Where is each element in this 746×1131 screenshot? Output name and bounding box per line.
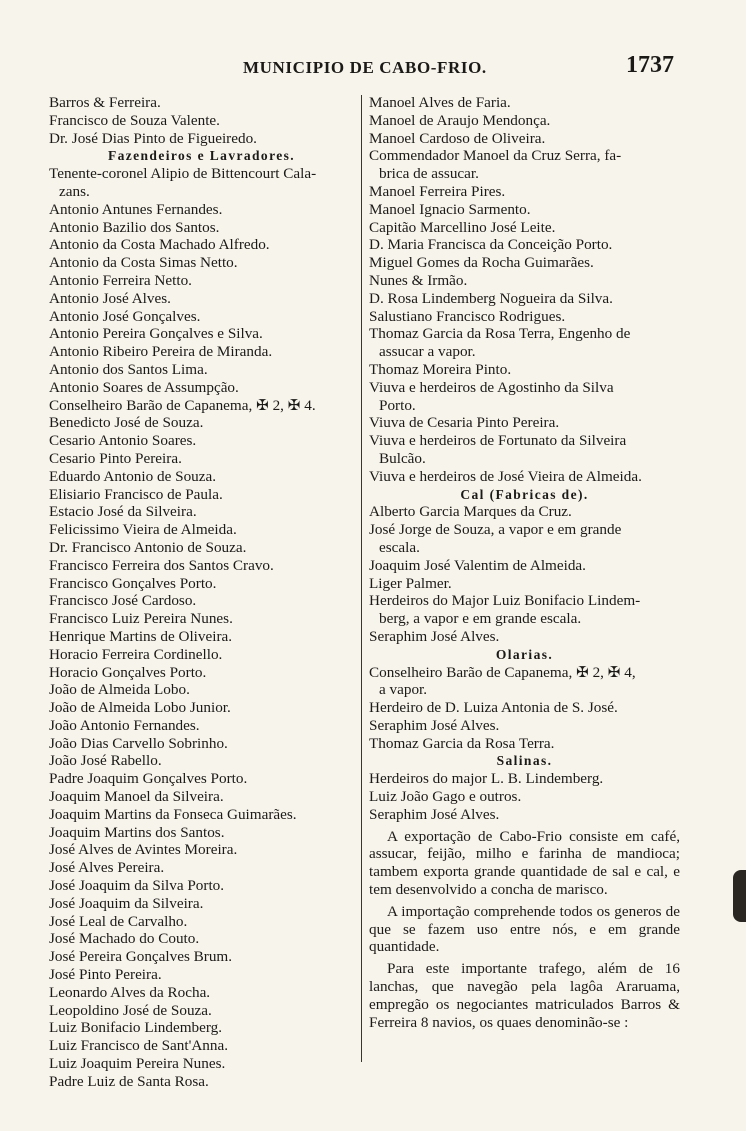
farmer-entry: Antonio José Alves. (49, 289, 171, 307)
farmer-entry: Manoel Alves de Faria. (369, 94, 511, 111)
farmer-entry: Joaquim Manoel da Silveira. (49, 788, 224, 806)
farmer-entry: Padre Joaquim Gonçalves Porto. (49, 770, 248, 788)
farmer-entry: Thomaz Moreira Pinto. (369, 360, 512, 378)
farmer-entry: Manoel Ignacio Sarmento. (369, 200, 531, 218)
farmer-entry: Francisco Luiz Pereira Nunes. (49, 610, 233, 628)
farmer-entry: Cesario Pinto Pereira. (49, 449, 182, 467)
farmer-entry: Antonio Antunes Fernandes. (49, 200, 223, 218)
farmer-entry: Francisco Gonçalves Porto. (49, 574, 217, 592)
farmer-entry: João José Rabello. (49, 752, 162, 770)
farmer-entry: Tenente-coronel Alipio de Bittencourt Cala- (49, 165, 317, 183)
farmer-entry: Padre Luiz de Santa Rosa. (49, 1072, 209, 1090)
farmer-entry: Benedicto José de Souza. (49, 414, 204, 432)
farmer-entry: Commendador Manoel da Cruz Serra, fa- (369, 147, 622, 165)
farmer-entry: Luiz Bonifacio Lindemberg. (49, 1019, 223, 1037)
trade-paragraph: A exportação de Cabo-Frio consiste em café, assucar, feijão, milho e farinha de mandioca; tambem exporta grande quantidade de sal e cal, e tem desenvolvido a concha de marisco. (369, 827, 680, 899)
lime-factory-entry: Liger Palmer. (369, 574, 452, 592)
left-column (49, 94, 354, 1091)
farmer-entry: Antonio Soares de Assumpção. (49, 378, 239, 396)
section-heading-salinas: Salinas. (496, 753, 553, 769)
farmer-entry: Horacio Ferreira Cordinello. (49, 645, 223, 663)
pottery-entry: Thomaz Garcia da Rosa Terra. (369, 734, 555, 752)
section-heading: Fazendeiros e Lavradores. (107, 148, 296, 164)
farmer-entry: José Joaquim da Silveira. (49, 894, 204, 912)
farmer-entry: Conselheiro Barão de Capanema, ✠ 2, ✠ 4. (49, 396, 316, 414)
trade-paragraph: Para este importante trafego, além de 16 lanchas, que navegão pela lagôa Araruama, empregão os negociantes matriculados Barros & Ferreira 8 navios, os quaes denominão-se : (369, 960, 680, 1031)
farmer-entry: D. Rosa Lindemberg Nogueira da Silva. (369, 289, 613, 307)
farmer-entry: João de Almeida Lobo. (49, 681, 190, 699)
page-header (0, 52, 746, 86)
farmer-entry-continuation: assucar a vapor. (379, 343, 476, 361)
lime-factory-entry-continuation: berg, a vapor e em grande escala. (379, 610, 582, 628)
section-heading-cal: Cal (Fabricas de). (460, 486, 589, 502)
farmer-entry-continuation: brica de assucar. (379, 165, 479, 183)
farmer-entry: Antonio Ribeiro Pereira de Miranda. (49, 343, 273, 361)
pottery-entry-continuation: a vapor. (379, 681, 428, 699)
farmer-entry: Antonio da Costa Machado Alfredo. (49, 236, 270, 254)
farmer-entry: Antonio Pereira Gonçalves e Silva. (49, 325, 263, 343)
pottery-entry: Herdeiro de D. Luiza Antonia de S. José. (369, 699, 618, 717)
farmer-entry: Henrique Martins de Oliveira. (49, 627, 233, 645)
farmer-entry: José Leal de Carvalho. (49, 912, 188, 930)
farmer-entry: Joaquim Martins da Fonseca Guimarães. (49, 805, 297, 823)
farmer-entry: Eduardo Antonio de Souza. (49, 467, 217, 485)
farmer-entry: José Machado do Couto. (49, 930, 200, 948)
farmer-entry: Antonio José Gonçalves. (49, 307, 201, 325)
merchant-entry: Dr. José Dias Pinto de Figueiredo. (49, 129, 257, 147)
farmer-entry: Manoel de Araujo Mendonça. (369, 111, 551, 129)
farmer-entry: D. Maria Francisca da Conceição Porto. (369, 236, 613, 254)
farmer-entry: José Joaquim da Silva Porto. (49, 877, 225, 895)
farmer-entry: Elisiario Francisco de Paula. (49, 485, 223, 503)
farmer-entry: Antonio da Costa Simas Netto. (49, 254, 238, 272)
farmer-entry: Thomaz Garcia da Rosa Terra, Engenho de (369, 325, 631, 343)
saltworks-entry: Herdeiros do major L. B. Lindemberg. (369, 770, 604, 788)
farmer-entry: Francisco José Cardoso. (49, 592, 197, 610)
farmer-entry: José Pereira Gonçalves Brum. (49, 948, 233, 966)
farmer-entry-continuation: zans. (59, 182, 90, 200)
right-column (369, 94, 680, 1031)
farmer-entry: Antonio dos Santos Lima. (49, 360, 208, 378)
farmer-entry: Cesario Antonio Soares. (49, 432, 197, 450)
farmer-entry: Viuva e herdeiros de José Vieira de Almeida. (369, 467, 642, 485)
farmer-entry: José Pinto Pereira. (49, 966, 162, 984)
column-divider (361, 95, 362, 1062)
lime-factory-entry: José Jorge de Souza, a vapor e em grande (369, 521, 622, 539)
lime-factory-entry: Seraphim José Alves. (369, 627, 500, 645)
farmer-entry: Luiz Joaquim Pereira Nunes. (49, 1055, 226, 1073)
farmer-entry: Horacio Gonçalves Porto. (49, 663, 207, 681)
farmer-entry: Leopoldino José de Souza. (49, 1001, 212, 1019)
farmer-entry: Manoel Ferreira Pires. (369, 182, 506, 200)
lime-factory-entry: Alberto Garcia Marques da Cruz. (369, 503, 572, 521)
farmer-entry-continuation: Porto. (379, 396, 416, 414)
farmer-entry: Luiz Francisco de Sant'Anna. (49, 1037, 229, 1055)
lime-factory-entry: Joaquim José Valentim de Almeida. (369, 556, 586, 574)
farmer-entry-continuation: Bulcão. (379, 449, 426, 467)
farmer-entry: Viuva de Cesaria Pinto Pereira. (369, 414, 560, 432)
farmer-entry: Antonio Bazilio dos Santos. (49, 218, 220, 236)
farmer-entry: José Alves Pereira. (49, 859, 165, 877)
saltworks-entry: Seraphim José Alves. (369, 805, 500, 823)
page-edge-mark (733, 870, 746, 922)
farmer-entry: Viuva e herdeiros de Fortunato da Silveira (369, 432, 627, 450)
page-number: 1737 (626, 52, 674, 78)
farmer-entry: Dr. Francisco Antonio de Souza. (49, 538, 247, 556)
farmer-entry: Miguel Gomes da Rocha Guimarães. (369, 254, 594, 272)
running-title: MUNICIPIO DE CABO-FRIO. (243, 58, 487, 77)
pottery-entry: Conselheiro Barão de Capanema, ✠ 2, ✠ 4, (369, 663, 636, 681)
farmer-entry: Viuva e herdeiros de Agostinho da Silva (369, 378, 614, 396)
pottery-entry: Seraphim José Alves. (369, 716, 500, 734)
farmer-entry: Capitão Marcellino José Leite. (369, 218, 556, 236)
lime-factory-entry: Herdeiros do Major Luiz Bonifacio Lindem- (369, 592, 641, 610)
farmer-entry: Nunes & Irmão. (369, 271, 468, 289)
merchant-entry: Francisco de Souza Valente. (49, 111, 220, 129)
farmer-entry: João Antonio Fernandes. (49, 716, 200, 734)
farmer-entry: Salustiano Francisco Rodrigues. (369, 307, 566, 325)
farmer-entry: Leonardo Alves da Rocha. (49, 983, 211, 1001)
farmer-entry: Joaquim Martins dos Santos. (49, 823, 225, 841)
farmer-entry: João Dias Carvello Sobrinho. (49, 734, 228, 752)
farmer-entry: Felicissimo Vieira de Almeida. (49, 521, 237, 539)
merchant-entry: Barros & Ferreira. (49, 94, 161, 111)
farmer-entry: José Alves de Avintes Moreira. (49, 841, 238, 859)
farmer-entry: Estacio José da Silveira. (49, 503, 197, 521)
farmer-entry: Antonio Ferreira Netto. (49, 271, 192, 289)
section-heading-olarias: Olarias. (495, 646, 554, 662)
trade-paragraph: A importação comprehende todos os generos de que se fazem uso entre nós, e em grande quantidade. (369, 902, 680, 956)
lime-factory-entry-continuation: escala. (379, 538, 420, 556)
farmer-entry: João de Almeida Lobo Junior. (49, 699, 231, 717)
farmer-entry: Manoel Cardoso de Oliveira. (369, 129, 546, 147)
farmer-entry: Francisco Ferreira dos Santos Cravo. (49, 556, 274, 574)
saltworks-entry: Luiz João Gago e outros. (369, 788, 522, 806)
